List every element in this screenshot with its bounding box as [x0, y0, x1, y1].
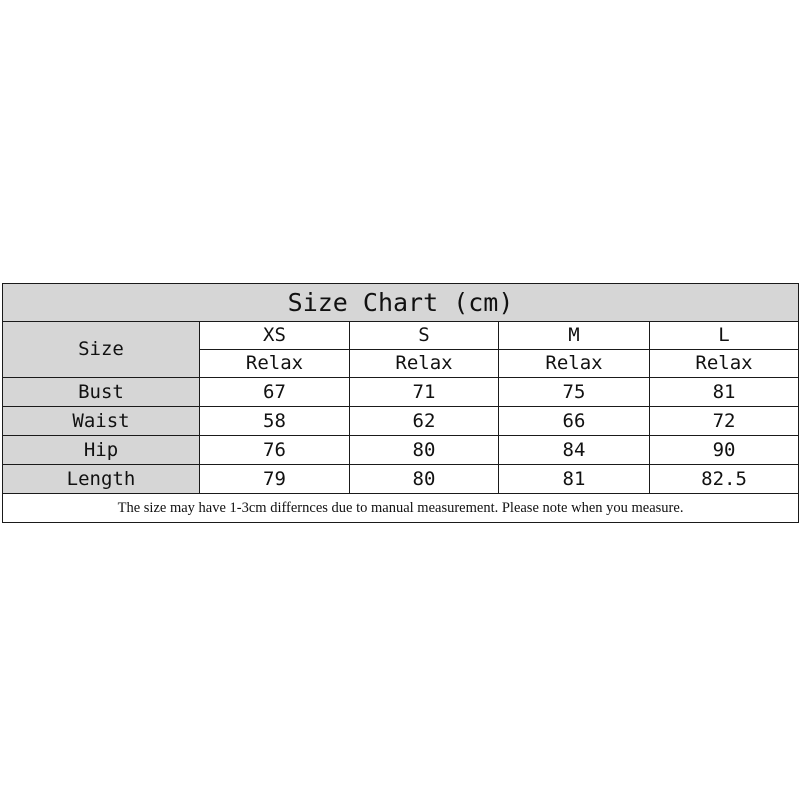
- table-cell: 82.5: [650, 465, 799, 494]
- table-cell: 75: [499, 378, 650, 407]
- table-cell: 71: [350, 378, 499, 407]
- row-label-bust: Bust: [3, 378, 200, 407]
- size-m: M: [499, 322, 650, 350]
- table-row-bust: [3, 378, 799, 407]
- table-row-length: [3, 465, 799, 494]
- table-cell: 79: [200, 465, 350, 494]
- table-row-waist: [3, 407, 799, 436]
- table-cell: 81: [499, 465, 650, 494]
- table-cell: 76: [200, 436, 350, 465]
- size-l: L: [650, 322, 799, 350]
- fit-l: Relax: [650, 350, 799, 378]
- row-label-length: Length: [3, 465, 200, 494]
- size-chart-table: [2, 283, 799, 523]
- table-cell: 90: [650, 436, 799, 465]
- table-cell: 84: [499, 436, 650, 465]
- fit-s: Relax: [350, 350, 499, 378]
- row-label-waist: Waist: [3, 407, 200, 436]
- chart-title: Size Chart (cm): [3, 284, 799, 322]
- measurement-note: The size may have 1-3cm differnces due to manual measurement. Please note when you measure.: [3, 494, 799, 523]
- size-label: Size: [3, 322, 200, 378]
- size-xs: XS: [200, 322, 350, 350]
- table-row-hip: [3, 436, 799, 465]
- table-cell: 67: [200, 378, 350, 407]
- row-label-hip: Hip: [3, 436, 200, 465]
- title-row: [3, 284, 799, 322]
- size-header-row: [3, 322, 799, 350]
- fit-m: Relax: [499, 350, 650, 378]
- table-cell: 72: [650, 407, 799, 436]
- table-cell: 58: [200, 407, 350, 436]
- table-cell: 66: [499, 407, 650, 436]
- table-cell: 80: [350, 465, 499, 494]
- size-s: S: [350, 322, 499, 350]
- table-cell: 81: [650, 378, 799, 407]
- table-cell: 62: [350, 407, 499, 436]
- note-row: [3, 494, 799, 523]
- fit-xs: Relax: [200, 350, 350, 378]
- table-cell: 80: [350, 436, 499, 465]
